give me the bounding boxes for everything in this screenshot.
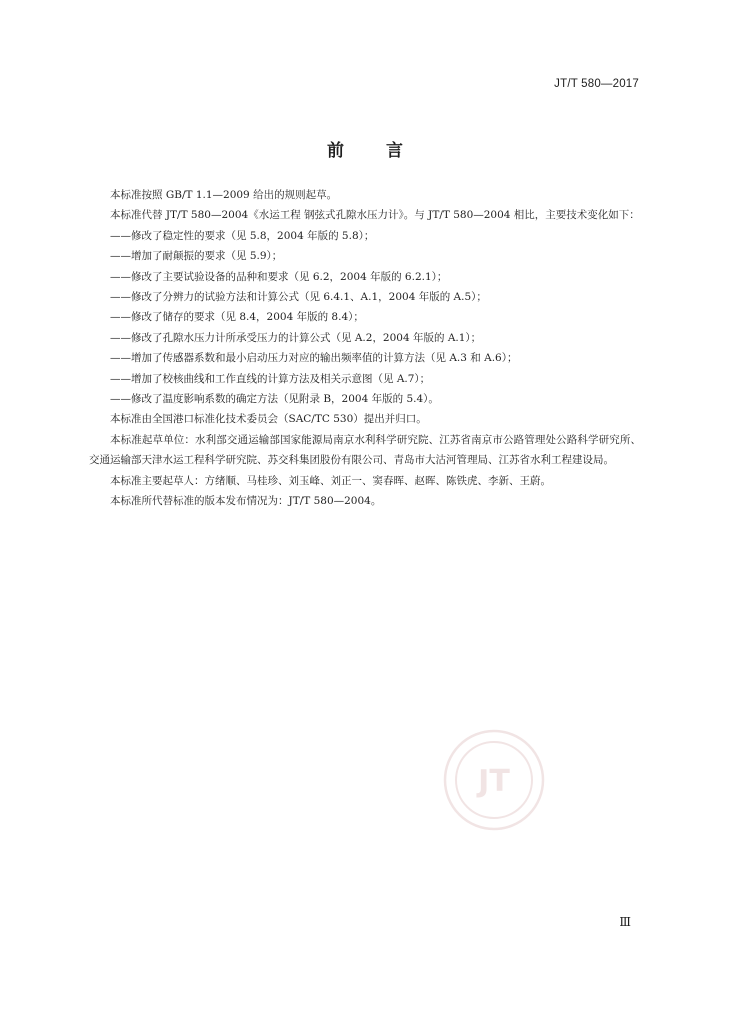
paragraph-release-history: 本标准所代替标准的版本发布情况为：JT/T 580—2004。 [110,495,382,508]
change-item: ——修改了稳定性的要求（见 5.8，2004 年版的 5.8）； [110,229,375,242]
change-item: ——修改了孔隙水压力计所承受压力的计算公式（见 A.2，2004 年版的 A.1）； [110,331,482,344]
paragraph-drafting-units: 本标准起草单位：水利部交通运输部国家能源局南京水利科学研究院、江苏省南京市公路管理处公路科学研究所、交通运输部天津水运工程科学研究院、苏交科集团股份有限公司、青岛市大沽河管理局、江苏省水利工程建设局。 [89,433,641,467]
change-item: ——修改了温度影响系数的确定方法（见附录 B，2004 年版的 5.4）。 [110,393,439,406]
change-item: ——修改了分辨力的试验方法和计算公式（见 6.4.1、A.1，2004 年版的 A.5）； [110,291,487,304]
change-item: ——增加了传感器系数和最小启动压力对应的输出频率值的计算方法（见 A.3 和 A.6）； [110,352,518,365]
paragraph-proposer: 本标准由全国港口标准化技术委员会（SAC/TC 530）提出并归口。 [110,413,427,426]
change-item: ——增加了校核曲线和工作直线的计算方法及相关示意图（见 A.7）； [110,372,431,385]
change-item: ——增加了耐颠振的要求（见 5.9）； [110,250,283,263]
paragraph-replacement: 本标准代替 JT/T 580—2004《水运工程 钢弦式孔隙水压力计》。与 JT/T 580—2004 相比，主要技术变化如下： [110,209,640,222]
standard-code: JT/T 580—2017 [554,78,639,90]
jt-watermark-logo [442,728,546,832]
page-number: Ⅲ [619,915,631,929]
change-item: ——修改了储存的要求（见 8.4，2004 年版的 8.4）； [110,311,364,324]
change-item: ——修改了主要试验设备的品种和要求（见 6.2，2004 年版的 6.2.1）； [110,270,448,283]
watermark-text: JT [478,764,510,799]
page-title: 前言 [327,141,445,161]
paragraph-drafting-rules: 本标准按照 GB/T 1.1—2009 给出的规则起草。 [110,189,338,201]
foreword-body [89,185,641,512]
paragraph-drafters: 本标准主要起草人：方绪顺、马桂珍、刘玉峰、刘正一、窦春晖、赵晖、陈铁虎、李新、王蔚。 [110,474,551,487]
